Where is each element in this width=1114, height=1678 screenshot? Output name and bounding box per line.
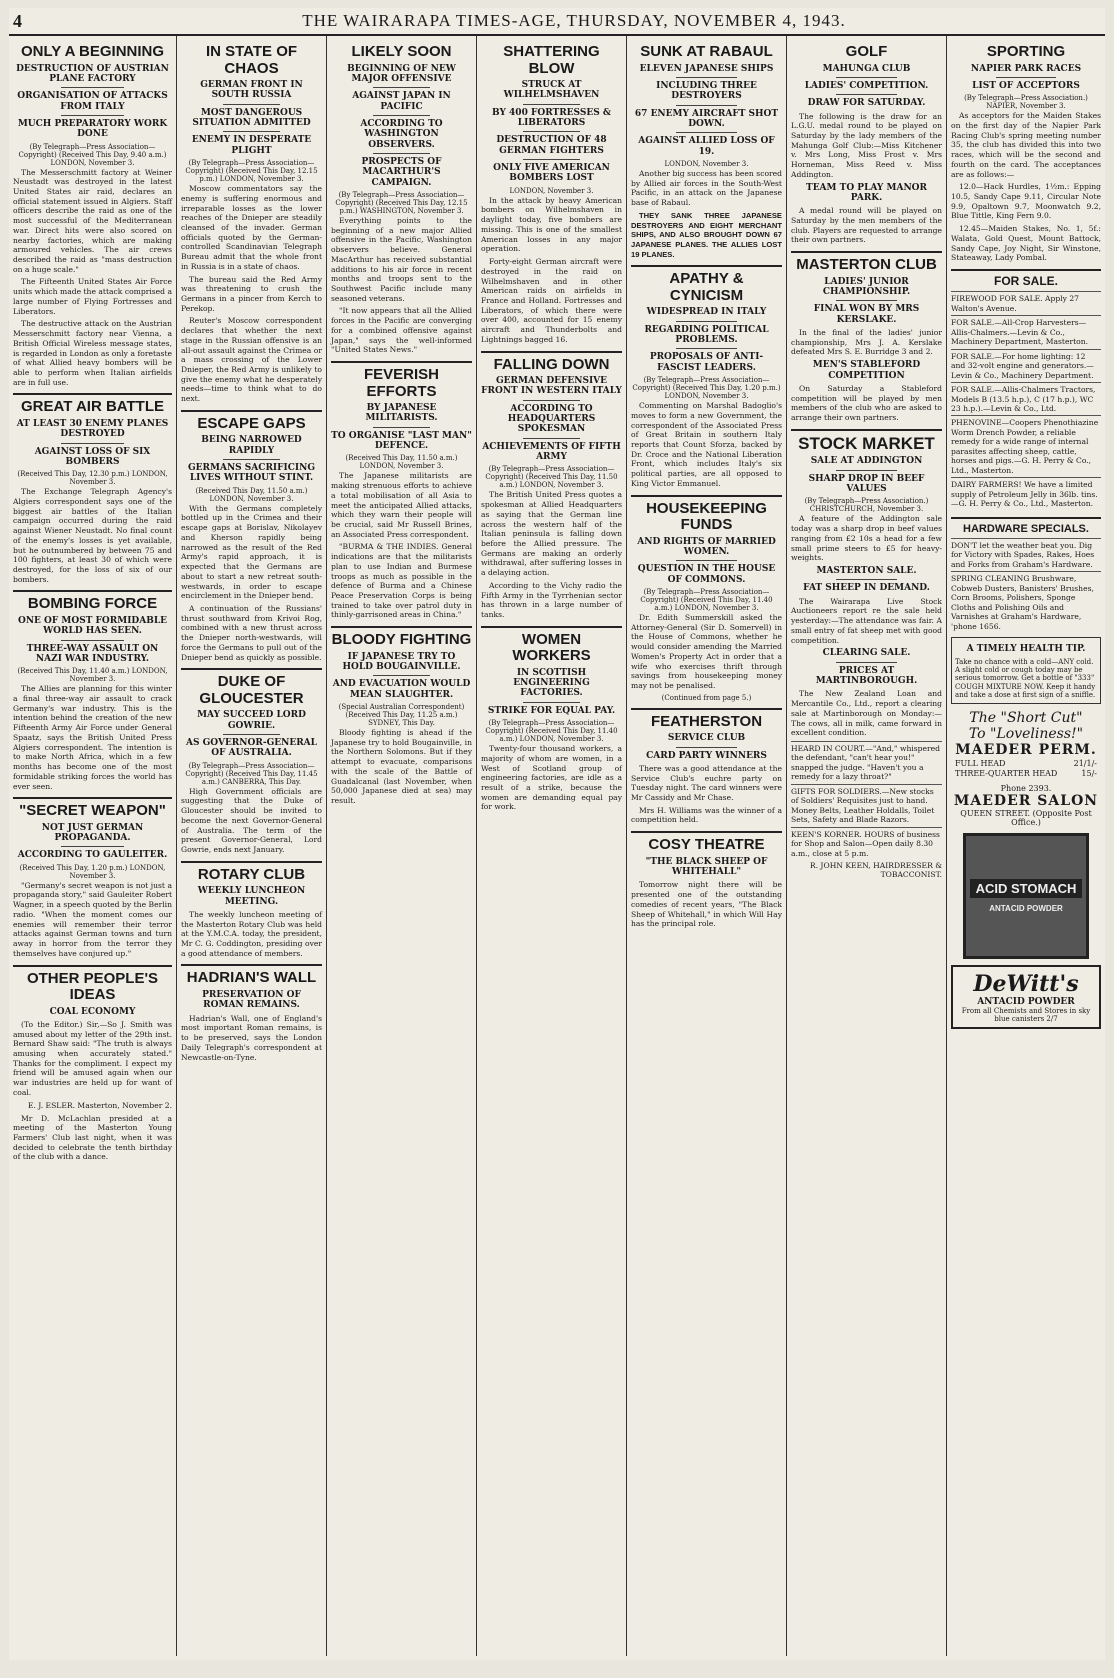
subheading: TO ORGANISE "LAST MAN" DEFENCE. [331,430,472,452]
subheading: BY JAPANESE MILITARISTS. [365,403,438,424]
article-body [631,764,782,825]
subheading: GERMAN DEFENSIVE FRONT IN WESTERN ITALY [481,376,622,397]
continued-note: (Continued from page 5.) [661,693,752,702]
price-value: 15/- [1081,768,1097,778]
paragraph: The Japanese militarists are making strenuous efforts to achieve a total mobilisation of all Asia to meet the anticipated Allied attacks, which they warn their people will be crucial, said Mr Russell Brines, an Associated Press correspondent. [331,471,472,539]
subheading: DESTRUCTION OF AUSTRIAN PLANE FACTORY [16,63,169,84]
credit-line: (By Telegraph—Press Association.) NAPIER, November 3. [964,94,1088,111]
masthead [9,8,1105,36]
advert: GIFTS FOR SOLDIERS.—New stocks of Soldiers' Requisites just to hand. Money Belts, Leather Holdalls, Toilet Sets, Safety and Blade Razors. [791,784,942,827]
subheading: DRAW FOR SATURDAY. [807,98,926,109]
headline: "SECRET WEAPON" [13,797,172,820]
subheading: BEGINNING OF NEW MAJOR OFFENSIVE [347,63,456,84]
article-body [631,880,782,929]
headline: HOUSEKEEPING FUNDS [631,495,782,534]
classified-ad: FIREWOOD FOR SALE. Apply 27 Walton's Avenue. [951,291,1101,315]
headline: ONLY A BEGINNING [20,43,165,60]
dewitts-logo: DeWitt's [973,970,1079,997]
article-body [181,504,322,663]
signature: E. J. ESLER. Masterton, November 2. [27,1100,172,1110]
classified-ad: FOR SALE.—Allis-Chalmers Tractors, Models B (13.5 h.p.), C (17 h.p.), WC 23 h.p.).—Levin & Co., Ltd. [951,382,1101,415]
paragraph: The British United Press quotes a spokesman at Allied Headquarters as saying that the German line across the western half of the Italian peninsula is falling down before the Allied pressure. The Germans are making an orderly withdrawal, after suffering losses in a delaying action. [481,490,622,578]
subheading: BEING NARROWED RAPIDLY [201,435,302,456]
price-row [955,769,1097,778]
paragraph: The bureau said the Red Army was threatening to crush the Germans in a pincer from Kerch to Perekop. [181,274,322,313]
subheading: ENEMY IN DESPERATE PLIGHT [191,135,312,156]
classified-ad: DON'T let the weather beat you. Dig for Victory with Spades, Rakes, Hoes and Forks from Graham's Hardware. [951,538,1101,571]
article-body [331,471,472,620]
subheading: ELEVEN JAPANESE SHIPS [639,63,774,74]
credit-line: (By Telegraph—Press Association—Copyright) (Received This Day, 12.15 p.m.) WASHINGTON, November 3. [335,190,468,215]
credit-line: (Received This Day, 11.40 a.m.) LONDON, November 3. [17,667,168,684]
paragraph: 12.45—Maiden Stakes, No. 1, 5f.: Walata, Gold Quest, Mount Battock, Sandy Cape, Joy Night, Sir Winstone, Stateaway, Lady Pombal. [951,224,1101,263]
credit-line: LONDON, November 3. [509,186,594,195]
product-name: ANTACID POWDER [977,996,1075,1007]
price-row [955,759,1097,768]
headline: GOLF [845,43,888,60]
subheading: WEEKLY LUNCHEON MEETING. [197,886,306,907]
subheading: MAY SUCCEED LORD GOWRIE. [197,710,306,731]
paragraph: Mr D. McLachlan presided at a meeting of the Masterton Young Farmers' Club last night, when it was decided to celebrate the tenth birthday of the club with a dance. [13,1113,172,1162]
subheading: PROSPECTS OF MACARTHUR'S CAMPAIGN. [361,156,442,188]
headline: ESCAPE GAPS [181,410,322,433]
subheading: LADIES' JUNIOR CHAMPIONSHIP. [822,276,911,297]
article-body [791,328,942,357]
headline: ROTARY CLUB [181,861,322,884]
article-body [181,787,322,855]
credit-line: (Special Australian Correspondent) (Received This Day, 11.25 a.m.) SYDNEY, This Day. [338,703,465,728]
article-body [181,910,322,959]
subheading: GERMAN FRONT IN SOUTH RUSSIA [200,80,303,101]
subheading: WIDESPREAD IN ITALY [646,307,767,318]
article-body [631,169,782,259]
credit-line: (Received This Day, 11.50 a.m.) LONDON, November 3. [195,486,308,503]
package-label: ACID STOMACH [970,879,1083,898]
credit-line: (By Telegraph—Press Association—Copyright) (Received This Day, 11.40 a.m.) LONDON, November 3. [640,587,773,612]
credit-line: (Received This Day, 12.30 p.m.) LONDON, November 3. [17,470,168,487]
subheading: ORGANISATION OF ATTACKS FROM ITALY [17,91,168,112]
subheading: SERVICE CLUB [667,733,746,744]
subheading: "THE BLACK SHEEP OF WHITEHALL" [645,856,768,878]
subheading: STRIKE FOR EQUAL PAY. [487,705,616,716]
paragraph: Moscow commentators say the enemy is suffering enormous and irreparable losses as the lower reaches of the Dnieper are steadily cleansed of the invader. German officials quoted by the German-controlled Scandinavian Telegraph Bureau admit that the whole front in Russia is in a state of chaos. [181,184,322,271]
paragraph: The Wairarapa Live Stock Auctioneers report re the sale held yesterday:—The attendance was fair. A small entry of fat sheep met with good competition. [791,596,942,645]
subheading: GERMANS SACRIFICING LIVES WITHOUT STINT. [187,463,316,484]
credit-line: (Received This Day, 1.20 p.m.) LONDON, November 3. [19,863,166,880]
paragraph: With the Germans completely bottled up in the Crimea and their escape gaps at Borislav, Nikolayev and Kherson rapidly being narrowed as the result of the Red Army's rapid approach, it is expected that the Germans are about to start a new retreat south-westwards, in order to escape encirclement in the Dnieper bend. [181,503,322,601]
subheading: PROPOSALS OF ANTI-FASCIST LEADERS. [649,352,764,373]
credit-line: (By Telegraph—Press Association—Copyright) (Received This Day, 11.50 a.m.) LONDON, November 3. [485,465,618,490]
subheading: FINAL WON BY MRS KERSLAKE. [813,304,920,325]
subheading: AGAINST JAPAN IN PACIFIC [352,91,451,112]
subheading: ACHIEVEMENTS OF FIFTH ARMY [482,441,621,463]
paragraph: 12.0—Hack Hurdles, 1½m.: Epping 10.5, Sandy Cape 9.11, Circular Note 9.9, Opaltown 9.7, Moonwatch 9.2, Blue Tittle, King Fern 9.0. [951,182,1101,221]
article-body [791,206,942,245]
paragraph: "BURMA & THE INDIES. General indications are that the militarists plan to use Indian and Burmese troops as much as possible in the defence of Burma and a Chinese Peace Preservation Corps is being trained to take over patrol duty in thinly-garrisoned areas in China." [331,542,472,620]
paragraph: The New Zealand Loan and Mercantile Co., Ltd., report a clearing sale at Martinborough on Monday:—The cows, all in milk, came forward in excellent condition. [791,689,942,738]
headline: BOMBING FORCE [13,590,172,613]
headline: SPORTING [986,43,1066,60]
paragraph: Commenting on Marshal Badoglio's moves to form a new Government, the correspondent of the Associated Press of Great Britain in southern Italy reports that Count Sforza, backed by Dr. Croce and the National Liberation Front, which includes Italy's six political parties, are all opposed to King Victor Emmanuel. [631,401,782,488]
article-body [181,184,322,404]
paragraph: A feature of the Addington sale today was a sharp drop in beef values ranging from £2 10s a head for a few small prime steers to £5 for heavy-weights. [791,514,942,563]
article-body [481,744,622,812]
ad-text: From all Chemists and Stores in sky blue canisters 2/7 [961,1006,1091,1023]
section-heading: FOR SALE. [951,269,1101,288]
credit-line: (By Telegraph—Press Association—Copyright) (Received This Day, 9.40 a.m.) LONDON, November 3. [18,142,167,167]
paragraph: High Government officials are suggesting that the Duke of Gloucester should be invited to become the next Governor-General of Australia. The term of the present Governor-General, Lord Gowrie, ends next January. [181,786,322,854]
paragraph: A continuation of the Russians' thrust southward from Krivoi Rog, combined with a new thrust across the Dnieper north-westwards, will force the Germans to pull out of the Dnieper bend as quickly as possible. [181,603,322,662]
paragraph: In the final of the ladies' junior championship, Mrs J. A. Kerslake defeated Mrs S. E. Burridge 3 and 2. [791,328,942,357]
newspaper-page [9,8,1105,1660]
article-body [791,689,942,738]
ad-line: The "Short Cut" [969,709,1083,726]
subheading: TEAM TO PLAY MANOR PARK. [806,182,927,203]
paragraph: Hadrian's Wall, one of England's most important Roman remains, is to be preserved, says the London Daily Telegraph's correspondent at Newcastle-on-Tyne. [181,1013,322,1062]
credit-line: LONDON, November 3. [664,159,749,168]
credit-line: (By Telegraph—Press Association.) CHRISTCHURCH, November 3. [804,497,929,514]
subheading: QUESTION IN THE HOUSE OF COMMONS. [637,564,776,585]
subheading: LADIES' COMPETITION. [804,80,929,91]
columns [9,36,1105,1656]
article-body [331,216,472,355]
headline: BLOODY FIGHTING [331,626,472,649]
address: QUEEN STREET. (Opposite Post Office.) [960,808,1092,827]
article-body [631,401,782,488]
subheading: NAPIER PARK RACES [970,63,1082,74]
article-body [13,684,172,791]
classified-ad: PHENOVINE—Coopers Phenothiazine Worm Drench Powder, a reliable remedy for a wide range of internal parasites affecting sheep, cattle, horses and pigs.—G. H. Perry & Co., Ltd., Masterton. [951,415,1101,477]
subheading: REGARDING POLITICAL PROBLEMS. [644,324,769,346]
health-tip-ad [951,637,1101,703]
headline: OTHER PEOPLE'S IDEAS [13,965,172,1004]
paragraph: Tomorrow night there will be presented one of the outstanding comedies of recent years, "The Black Sheep of Whitehall," in which Will Hay has the principal role. [631,880,782,929]
ad-text: Take no chance with a cold—ANY cold. A slight cold or cough today may be serious tomorrow. Get a bottle of "333" COUGH MIXTURE NOW. Keep it handy and take a dose at first sign of a sniffle. [955,657,1096,700]
paragraph: There was a good attendance at the Service Club's euchre party on Tuesday night. The card winners were Mr Cassidy and Mr Chase. [631,763,782,803]
classified-ad: DAIRY FARMERS! We have a limited supply of Petroleum Jelly in 36lb. tins.—G. H. Perry & Co., Ltd., Masterton. [951,477,1101,510]
paragraph: Bloody fighting is ahead if the Japanese try to hold Bougainville, in the Northern Solomons. But if they attempt to evacuate, comparisons with the scale of the Battle of Guadalcanal (last November, when 50,000 Japanese died at sea) may result. [331,728,472,806]
subheading: ONLY FIVE AMERICAN BOMBERS LOST [493,163,610,184]
article-body [631,613,782,691]
paragraph: On Saturday a Stableford competition will be played by men members of the club who are asked to arrange their own partners. [791,383,942,422]
classified-ad: FOR SALE.—All-Crop Harvesters—Allis-Chalmers.—Levin & Co., Machinery Department, Masterton. [951,315,1101,348]
subheading: AND EVACUATION WOULD MEAN SLAUGHTER. [332,679,471,700]
advert: HEARD IN COURT.—"And," whispered the defendant, "can't hear you!" snapped the judge. "Haven't you a remedy for a lazy throat?" [791,741,942,784]
ad-line: MAEDER PERM. [955,741,1097,758]
subheading: 67 ENEMY AIRCRAFT SHOT DOWN. [634,108,779,129]
column-6 [787,36,947,1656]
subheading: MUCH PREPARATORY WORK DONE [17,118,168,140]
headline: SUNK AT RABAUL [640,43,773,60]
subheading: IN SCOTTISH ENGINEERING FACTORIES. [513,667,590,699]
subheading: INCLUDING THREE DESTROYERS [656,80,757,102]
paragraph: (To the Editor.) Sir,—So J. Smith was amused about my letter of the 29th inst. Bernard Shaw said: "The truth is always amusing when accurately stated." Thanks for the compliment. I expect my friend will be amused again when our war industries are held up for want of coal. [13,1019,172,1097]
paragraph: The following is the draw for an L.G.U. medal round to be played on Saturday by the lady members of the Mahunga Golf Club:—Miss Kitchener v. Mrs Long, Miss Frost v. Mrs Horneman, Miss Reed v. Miss Addington. [791,111,942,179]
package-sublabel: ANTACID POWDER [989,903,1063,913]
headline: SHATTERING BLOW [503,43,600,77]
credit-line: (By Telegraph—Press Association—Copyright) (Received This Day, 12.15 p.m.) LONDON, November 3. [185,159,318,184]
subheading: ACCORDING TO WASHINGTON OBSERVERS. [360,118,443,150]
column-2 [177,36,327,1656]
headline: LIKELY SOON [351,43,452,60]
article-body [13,487,172,584]
credit-line: (By Telegraph—Press Association—Copyright) (Received This Day, 11.45 a.m.) CANBERRA, This Day. [185,761,318,786]
paragraph: According to the Vichy radio the Fifth Army in the Tyrrhenian sector has thrown in a large number of tanks. [481,580,622,620]
newspaper-title: THE WAIRARAPA TIMES-AGE, THURSDAY, NOVEMBER 4, 1943. [302,11,846,30]
paragraph: The Exchange Telegraph Agency's Algiers correspondent says one of the biggest air battles of the Italian campaign occurred during the raid against Wiener Neustadt. No final count of the enemy's losses is yet available, but he outnumbered by between 75 and 100 fighters, at least 30 of which were destroyed, for the loss of six of our bombers. [13,487,172,584]
subheading: AND RIGHTS OF MARRIED WOMEN. [637,536,776,557]
credit-line: (By Telegraph—Press Association—Copyright) (Received This Day, 11.40 a.m.) LONDON, November 3. [485,719,618,744]
headline: GREAT AIR BATTLE [13,393,172,416]
subheading: ONE OF MOST FORMIDABLE WORLD HAS SEEN. [17,615,168,637]
article-body [13,1020,172,1098]
ad-heading: A TIMELY HEALTH TIP. [966,644,1086,655]
headline: DUKE OF GLOUCESTER [181,668,322,707]
paragraph: Mrs H. Williams was the winner of a competition held. [631,805,782,825]
section-heading: HARDWARE SPECIALS. [951,517,1101,535]
article-body [331,728,472,806]
classified-ad: SPRING CLEANING Brushware, Cobweb Dusters, Banisters' Brushes, Corn Brooms, Polishers, Sponge Cloths and Polishing Oils and Varnishes at Graham's Hardware, 'phone 1656. [951,571,1101,633]
headline: HADRIAN'S WALL [181,964,322,987]
article-body [13,881,172,959]
paragraph: In the attack by heavy American bombers on Wilhelmshaven in daylight today, five bombers are missing. This is one of the smallest American losses in any major operation. [481,195,622,254]
subheading: ACCORDING TO HEADQUARTERS SPOKESMAN [507,403,596,435]
paragraph: A medal round will be played on Saturday by the men members of the club. Players are requested to arrange their own partners. [791,206,942,245]
article-body [13,168,172,388]
paragraph: Forty-eight German aircraft were destroyed in the raid on Wilhelmshaven and in other American raids on airfields in France and Holland. Fortresses and Liberators, of which there were over 400, accounted for 15 enemy aircraft and Thunderbolts and Lightnings bagged 16. [481,257,622,344]
paragraph: Dr. Edith Summerskill asked the Attorney-General (Sir D. Somervell) in the House of Commons, whether he would consider amending the Married Women's Property Act in order that a wife who exercises thrift through savings from housekeeping money may not be penalised. [631,612,782,690]
article-body [181,1014,322,1063]
phone: Phone 2393. [1000,783,1052,793]
headline: APATHY & CYNICISM [631,265,782,304]
article-body [13,1114,172,1163]
paragraph: As acceptors for the Maiden Stakes on the first day of the Napier Park Racing Club's spring meeting number 35, the club has divided this into two races, which will be the second and fourth on the card. The acceptances are as follows:— [951,111,1101,179]
subheading: LIST OF ACCEPTORS [972,80,1080,91]
article-body [951,111,1101,263]
paragraph: "Germany's secret weapon is not just a propaganda story," said Gauleiter Robert Wagner, in a speech quoted by the Berlin radio. "When the moment comes our enemies will remember their terror attacks against German towns and turn away in horror from the terror they themselves have conjured up." [13,880,172,958]
price-label: THREE-QUARTER HEAD [955,768,1058,778]
article-body [791,597,942,646]
subheading: AS GOVERNOR-GENERAL OF AUSTRALIA. [185,737,317,759]
article-body [481,196,622,345]
paragraph: The weekly luncheon meeting of the Masterton Rotary Club was held at the Y.M.C.A. today, the president, Mr C. G. Coddington, presiding over a good attendance of members. [181,909,322,958]
subheading: AT LEAST 30 ENEMY PLANES DESTROYED [16,418,169,440]
subheading: AGAINST LOSS OF SIX BOMBERS [34,446,151,467]
paragraph: The Fifteenth United States Air Force units which made the attack comprised a large number of Flying Fortresses and Liberators. [13,277,172,316]
classified-ad: FOR SALE.—For home lighting: 12 and 32-volt engine and generators.—Levin & Co., Machinery Department. [951,349,1101,382]
column-1 [9,36,177,1656]
paragraph: "It now appears that all the Allied forces in the Pacific are converging for a combined offensive against Japan," says the well-informed "United States News." [331,306,472,355]
headline: COSY THEATRE [631,831,782,854]
advert: KEEN'S KORNER. HOURS of business for Shop and Salon—Open daily 8.30 a.m., close at 5 p.m. [791,827,942,860]
price-value: 21/1/- [1073,758,1097,768]
headline: IN STATE OF CHAOS [205,43,298,77]
subheading: FAT SHEEP IN DEMAND. [803,583,930,594]
price-label: FULL HEAD [955,758,1006,768]
subheading: BY 400 FORTRESSES & LIBERATORS [492,107,611,129]
paragraph: The destructive attack on the Austrian Messerschmitt factory near Vienna, a British Official Wireless message states, is regarded in London as only a foretaste of what Allied heavy bombers will be able to perform when Italian airfields are in full use. [13,319,172,387]
subheading: MASTERTON SALE. [816,566,917,577]
paragraph: The Messerschmitt factory at Weiner Neustadt was destroyed in the latest United States air raid, declares an official statement issued in Algiers. Staff officers describe the raid as one of the most successful of the Mediterranean war. Direct hits were also scored on nearby factories, which are making armoured vehicles. The air crews described the raid as "mass destruction on a huge scale." [13,167,172,274]
subheading: MAHUNGA CLUB [822,63,911,74]
headline: STOCK MARKET [791,429,942,454]
antacid-package-illustration [963,833,1089,959]
column-5 [627,36,787,1656]
article-body [481,490,622,619]
paragraph: Twenty-four thousand workers, a majority of whom are women, in a West of Scotland group of engineering factories, are idle as a result of a strike, because the women are demanding equal pay for work. [481,744,622,812]
salon-name: MAEDER SALON [953,792,1099,809]
subheading: SALE AT ADDINGTON [810,456,923,467]
maeder-ad [951,710,1101,827]
paragraph: THEY SANK THREE JAPANESE DESTROYERS AND EIGHT MERCHANT SHIPS, AND ALSO BROUGHT DOWN 67 JAPANESE PLANES. THE ALLIES LOST 19 PLANES. [631,210,782,259]
advertiser-name: R. JOHN KEEN, HAIRDRESSER & TOBACCONIST. [809,861,942,880]
subheading: PRESERVATION OF ROMAN REMAINS. [202,989,301,1011]
page-number: 4 [13,10,22,31]
subheading: DESTRUCTION OF 48 GERMAN FIGHTERS [496,135,607,156]
article-body [791,384,942,423]
subheading: STRUCK AT WILHELMSHAVEN [503,80,600,101]
subheading: SHARP DROP IN BEEF VALUES [808,473,925,495]
headline: FEVERISH EFFORTS [331,361,472,400]
subheading: ACCORDING TO GAULEITER. [17,850,168,861]
headline: FEATHERSTON [631,708,782,731]
headline: MASTERTON CLUB [791,251,942,274]
headline: WOMEN WORKERS [481,626,622,665]
headline: FALLING DOWN [481,351,622,374]
subheading: PRICES AT MARTINBOROUGH. [815,665,918,686]
subheading: IF JAPANESE TRY TO HOLD BOUGAINVILLE. [342,651,461,672]
subheading: COAL ECONOMY [49,1006,136,1017]
credit-line: (By Telegraph—Press Association—Copyright) (Received This Day, 1.20 p.m.) LONDON, November 3. [632,376,781,401]
column-4 [477,36,627,1656]
subheading: THREE-WAY ASSAULT ON NAZI WAR INDUSTRY. [26,643,159,664]
article-body [791,112,942,180]
dewitts-ad [951,965,1101,1030]
paragraph: Reuter's Moscow correspondent declares that whether the next stage in the Russian offensive is an all-out assault against the Crimea or a mass crossing of the Lower Dnieper, the Red Army is unlikely to give the enemy what he desperately needs—time to think what to do next. [181,316,322,404]
subheading: MOST DANGEROUS SITUATION ADMITTED [192,107,311,129]
subheading: CLEARING SALE. [822,648,911,659]
subheading: NOT JUST GERMAN PROPAGANDA. [41,822,144,844]
column-3 [327,36,477,1656]
subheading: MEN'S STABLEFORD COMPETITION [812,360,921,381]
paragraph: Another big success has been scored by Allied air forces in the South-West Pacific, in an attack on the Japanese base of Rabaul. [631,168,782,208]
subheading: CARD PARTY WINNERS [646,750,767,761]
article-body [791,514,942,563]
ad-line: To "Loveliness!" [968,725,1084,742]
credit-line: (Received This Day, 11.50 a.m.) LONDON, November 3. [345,454,458,471]
subheading: AGAINST ALLIED LOSS OF 19. [638,136,775,157]
paragraph: The Allies are planning for this winter a final three-way air assault to crack Germany's war industry. This is the intention behind the creation of the new Fifteenth Army Air Force under General Spaatz, says the British United Press Algiers correspondent. The intention is to make North Africa, which in a few months has become one of the most formidable striking forces the world has ever seen. [13,684,172,791]
paragraph: Everything points to the beginning of a new major Allied offensive in the Pacific, Washington observers believe. General MacArthur has received substantial additions to his air force in recent months and troops sent to the Southwest Pacific include many seasoned veterans. [331,215,472,303]
column-7 [947,36,1105,1656]
